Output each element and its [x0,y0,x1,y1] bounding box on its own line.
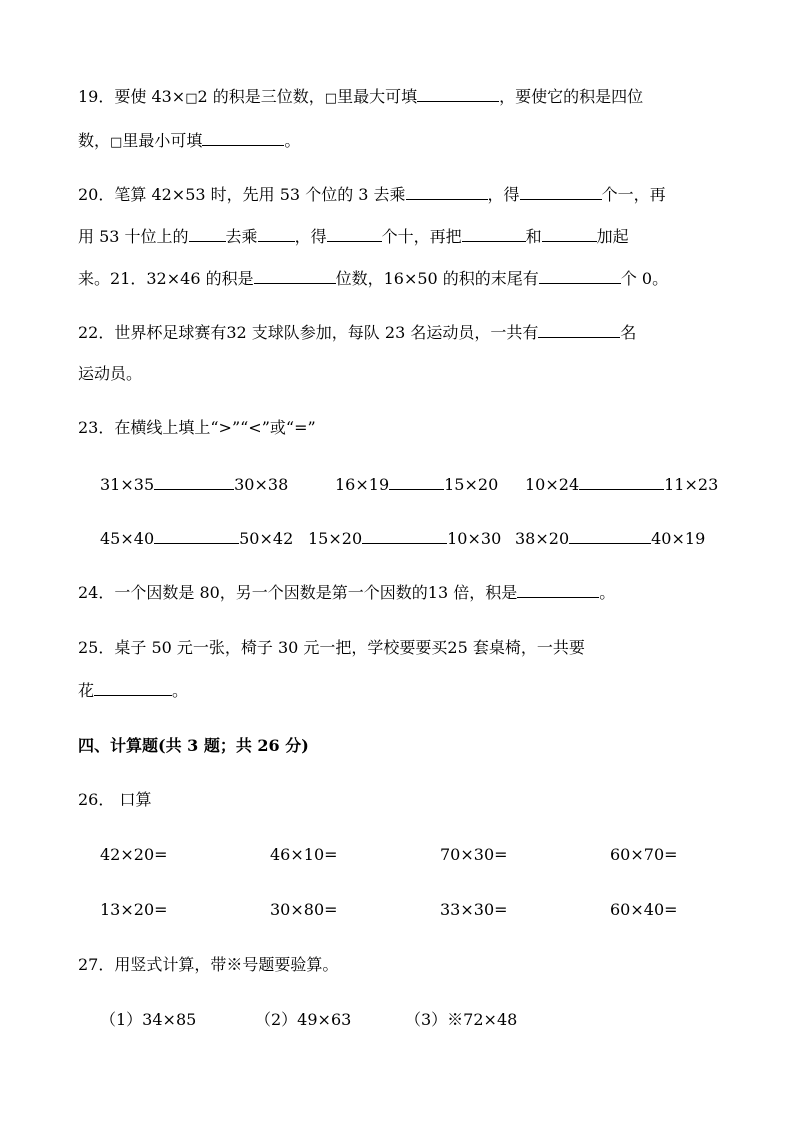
comparison-right: 30×38 [234,475,289,494]
box-symbol: □ [185,91,198,106]
q20-text-h: 和 [525,227,542,246]
q20-line2 [78,226,629,247]
q21-text-a: 21．32×46 的积是 [110,269,254,288]
q21-line [78,268,668,289]
section-heading [78,736,309,756]
q26-title-text: 26． 口算 [78,790,152,809]
comparison-left: 10×24 [525,475,580,494]
q19-text-c: 里最大可填 [337,87,418,106]
q19-text-f: 里最小可填 [122,131,203,150]
q20-text-g: 个十，再把 [381,227,462,246]
answer-blank[interactable] [520,184,602,200]
mental-math-item: 46×10= [270,845,338,864]
q25-text-a: 25．桌子 50 元一张，椅子 30 元一把，学校要要买25 套桌椅，一共要 [78,638,585,657]
comparison-item [100,528,293,549]
comparison-left: 45×40 [100,529,155,548]
q19-text-d: ，要使它的积是四位 [499,87,644,106]
mental-math-item: 30×80= [270,900,338,919]
mental-math-item: 60×70= [610,845,678,864]
answer-blank[interactable] [538,322,620,338]
answer-blank[interactable] [417,86,499,102]
comparison-item [100,474,288,495]
q20-text-a: 20．笔算 42×53 时，先用 53 个位的 3 去乘 [78,185,406,204]
comparison-item [525,474,718,495]
q27-title-text: 27．用竖式计算，带※号题要验算。 [78,955,339,974]
q25-text-c: 。 [172,681,189,700]
answer-blank[interactable] [539,268,621,284]
section-heading-text: 四、计算题(共 3 题；共 26 分) [78,736,309,755]
q27-title [78,955,338,975]
answer-blank[interactable] [569,528,651,544]
mental-math-item: 42×20= [100,845,168,864]
answer-blank[interactable] [462,226,526,242]
mental-math-item: 13×20= [100,900,168,919]
q23-title-text: 23．在横线上填上“>”“<”或“=” [78,418,316,437]
q22-line2 [78,364,142,384]
q22-text-c: 运动员。 [78,364,143,383]
comparison-item [335,474,498,495]
mental-math-item: 60×40= [610,900,678,919]
q20-text-f: ，得 [294,227,327,246]
q20-text-c: 个一，再 [601,185,666,204]
mental-math-item: 33×30= [440,900,508,919]
q20-text-j: 来。 [78,269,111,288]
q19-text-b: 2 的积是三位数， [197,87,325,106]
answer-blank[interactable] [258,226,295,242]
q19-text-e: 数， [78,131,111,150]
answer-blank[interactable] [154,528,239,544]
q19-text-a: 19．要使 43× [78,87,186,106]
box-symbol: □ [324,91,338,106]
mental-math-item: 70×30= [440,845,508,864]
comparison-right: 15×20 [444,475,499,494]
q20-line1 [78,184,666,205]
answer-blank[interactable] [154,474,234,490]
q25-text-b: 花 [78,681,95,700]
q22-line1 [78,322,636,343]
comparison-left: 31×35 [100,475,155,494]
q20-text-d: 用 53 十位上的 [78,227,189,246]
comparison-item [308,528,501,549]
comparison-left: 15×20 [308,529,363,548]
q20-text-i: 加起 [596,227,629,246]
q25-line1 [78,638,585,658]
q19-line1 [78,86,643,109]
q24-text-b: 。 [599,583,616,602]
answer-blank[interactable] [406,184,488,200]
q25-line2 [78,680,188,701]
comparison-right: 10×30 [447,529,502,548]
answer-blank[interactable] [189,226,226,242]
vertical-calc-item: （1）34×85 [100,1010,197,1029]
q21-text-c: 个 0。 [620,269,669,288]
q20-text-e: 去乘 [225,227,258,246]
comparison-left: 16×19 [335,475,390,494]
comparison-left: 38×20 [515,529,570,548]
box-symbol: □ [110,135,123,150]
q22-text-a: 22．世界杯足球赛有32 支球队参加，每队 23 名运动员，一共有 [78,323,539,342]
answer-blank[interactable] [362,528,447,544]
q24-text-a: 24．一个因数是 80，另一个因数是第一个因数的13 倍，积是 [78,583,518,602]
q23-title [78,418,316,438]
q26-title [78,790,151,810]
answer-blank[interactable] [517,582,599,598]
vertical-calc-item: （3）※72×48 [405,1010,518,1029]
q19-line2 [78,130,300,153]
q24-line [78,582,615,603]
q20-text-b: ，得 [487,185,520,204]
q19-text-g: 。 [284,131,301,150]
answer-blank[interactable] [327,226,382,242]
comparison-item [515,528,705,549]
comparison-right: 50×42 [239,529,294,548]
answer-blank[interactable] [202,130,284,146]
q21-text-b: 位数，16×50 的积的末尾有 [335,269,539,288]
answer-blank[interactable] [579,474,664,490]
vertical-calc-item: （2）49×63 [255,1010,352,1029]
comparison-right: 40×19 [651,529,706,548]
comparison-right: 11×23 [664,475,719,494]
answer-blank[interactable] [542,226,597,242]
answer-blank[interactable] [94,680,172,696]
answer-blank[interactable] [389,474,444,490]
q22-text-b: 名 [620,323,637,342]
answer-blank[interactable] [254,268,336,284]
